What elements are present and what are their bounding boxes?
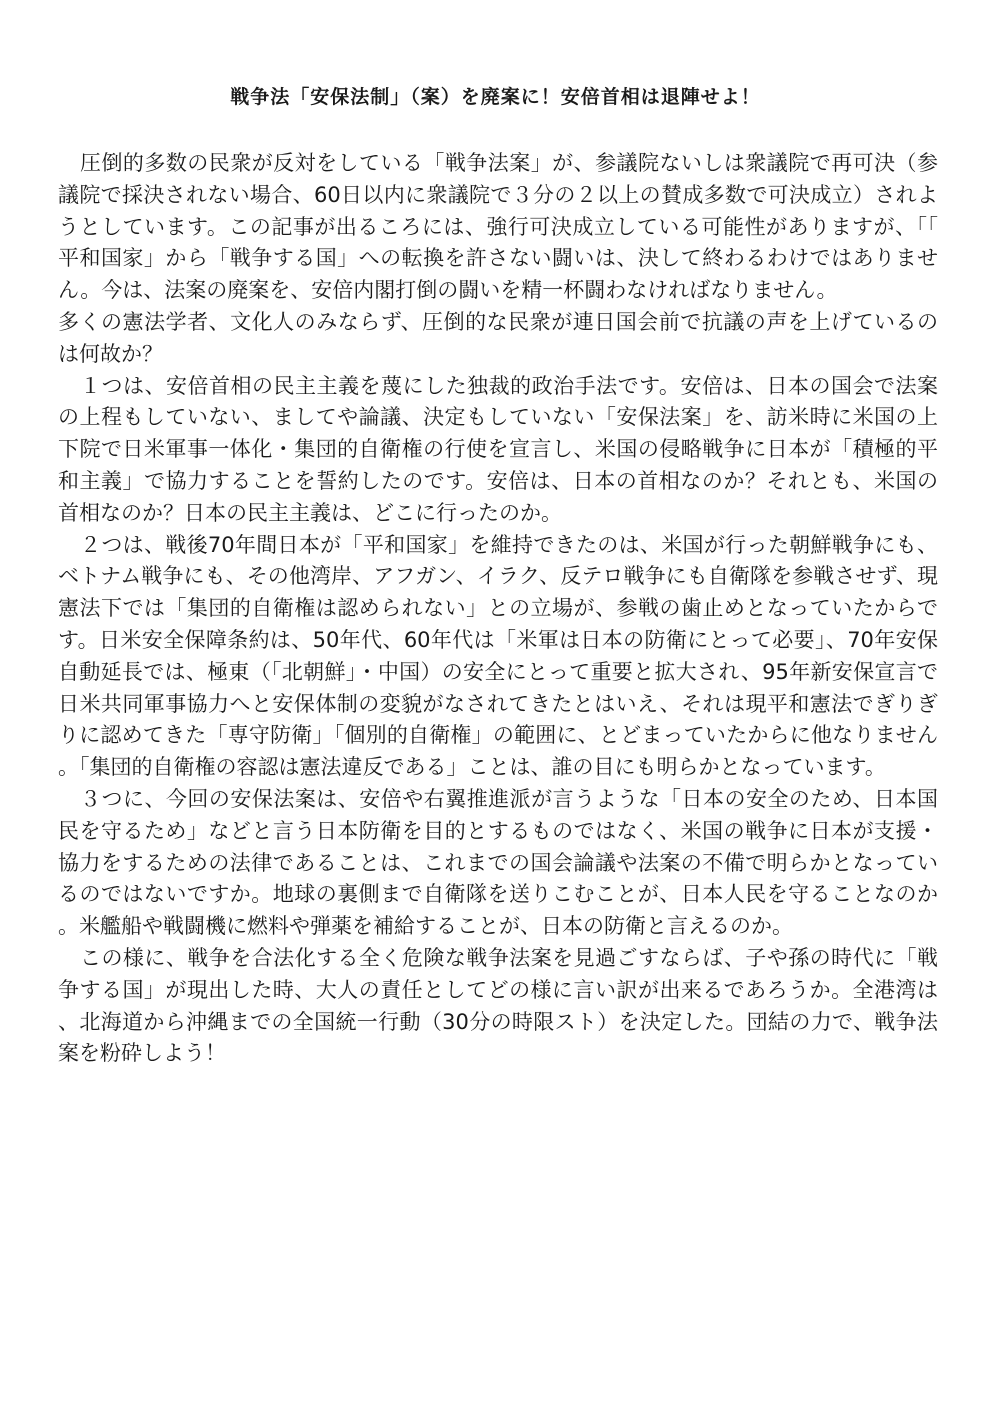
paragraph-point-1: １つは、安倍首相の民主主義を蔑にした独裁的政治手法です。安倍は、日本の国会で法案の上程もしていない、ましてや論議、決定もしていない「安保法案」を、訪米時に米国の上下院で日米軍事一体化・集団的自衛権の行使を宣言し、米国の侵略戦争に日本が「積極的平和主義」で協力することを誓約したのです。安倍は、日本の首相なのか？それとも、米国の首相なのか？日本の民主主義は、どこに行ったのか。 <box>58 373 938 525</box>
paragraph-intro: 圧倒的多数の民衆が反対をしている「戦争法案」が、参議院ないしは衆議院で再可決（参議院で採決されない場合、60日以内に衆議院で３分の２以上の賛成多数で可決成立）されようとしています。この記事が出るころには、強行可決成立している可能性がありますが、「「平和国家」から「戦争する国」への転換を許さない闘いは、決して終わるわけではありません。今は、法案の廃案を、安倍内閣打倒の闘いを精一杯闘わなければなりません。 <box>58 151 938 303</box>
paragraph-point-3: ３つに、今回の安保法案は、安倍や右翼推進派が言うような「日本の安全のため、日本国民を守るため」などと言う日本防衛を目的とするものではなく、米国の戦争に日本が支援・協力をするための法律であることは、これまでの国会論議や法案の不備で明らかとなっているのではないですか。地球の裏側まで自衛隊を送りこむことが、日本人民を守ることなのか。米艦船や戦闘機に燃料や弾薬を補給することが、日本の防衛と言えるのか。 <box>58 786 938 939</box>
paragraph-question: 多くの憲法学者、文化人のみならず、圧倒的な民衆が連日国会前で抗議の声を上げているのは何故か？ <box>58 309 938 366</box>
document-title: 戦争法「安保法制」（案）を廃案に！安倍首相は退陣せよ！ <box>230 86 761 108</box>
document-body <box>58 148 938 1070</box>
paragraph-conclusion: この様に、戦争を合法化する全く危険な戦争法案を見過ごすならば、子や孫の時代に「戦争する国」が現出した時、大人の責任としてどの様に言い訳が出来るであろうか。全港湾は、北海道から沖縄までの全国統一行動（30分の時限スト）を決定した。団結の力で、戦争法案を粉砕しよう！ <box>58 945 938 1066</box>
paragraph-point-2: ２つは、戦後70年間日本が「平和国家」を維持できたのは、米国が行った朝鮮戦争にも、ベトナム戦争にも、その他湾岸、アフガン、イラク、反テロ戦争にも自衛隊を参戦させず、現憲法下では「集団的自衛権は認められない」との立場が、参戦の歯止めとなっていたからです。日米安全保障条約は、50年代、60年代は「米軍は日本の防衛にとって必要」、70年安保自動延長では、極東（「北朝鮮」・中国）の安全にとって重要と拡大され、95年新安保宣言で日米共同軍事協力へと安保体制の変貌がなされてきたとはいえ、それは現平和憲法でぎりぎりに認めてきた「専守防衛」「個別的自衛権」の範囲に、とどまっていたからに他なりません。「集団的自衛権の容認は憲法違反である」ことは、誰の目にも明らかとなっています。 <box>58 532 938 780</box>
